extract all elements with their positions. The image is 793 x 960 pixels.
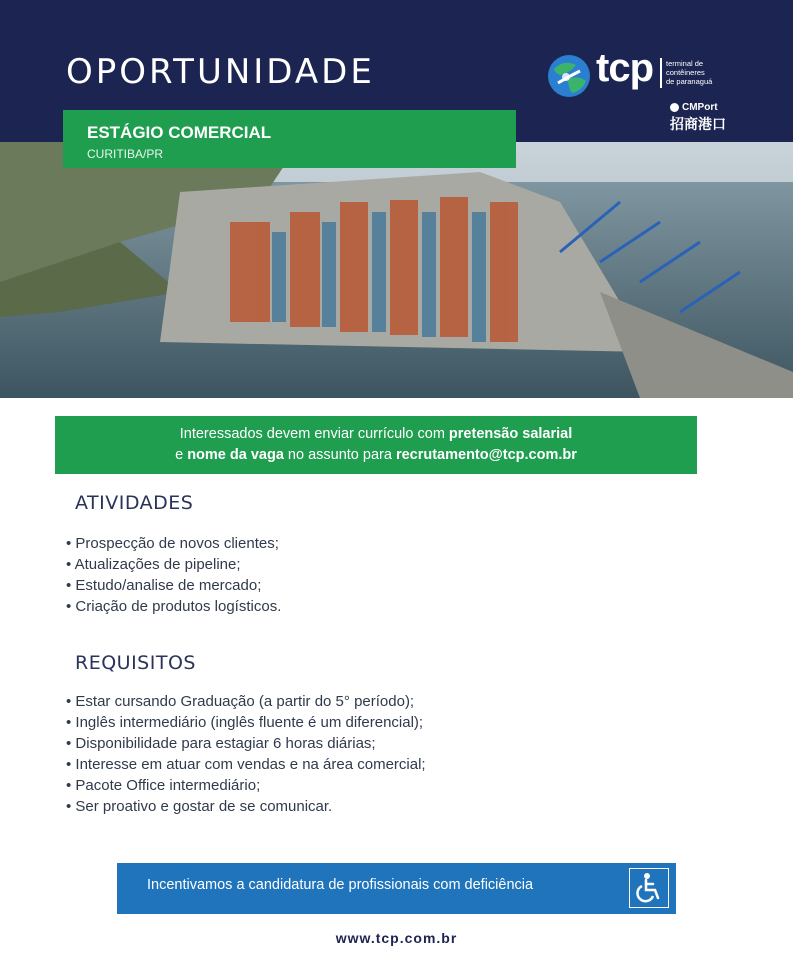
list-item: • Pacote Office intermediário;: [66, 775, 426, 796]
list-item: • Interesse em atuar com vendas e na área comercial;: [66, 754, 426, 775]
list-item: • Ser proativo e gostar de se comunicar.: [66, 796, 426, 817]
logo-subtitle-line: terminal de: [666, 59, 704, 68]
logo-subtitle-line: contêineres: [666, 68, 705, 77]
cmport-mark-icon: [670, 103, 679, 112]
list-item: • Inglês intermediário (inglês fluente é um diferencial);: [66, 712, 426, 733]
list-item: • Estar cursando Graduação (a partir do 5° período);: [66, 691, 426, 712]
activities-list: [66, 533, 281, 617]
list-item: • Criação de produtos logísticos.: [66, 596, 281, 617]
cmport-logo: [670, 102, 718, 113]
instruction-text: no assunto para: [283, 447, 396, 463]
instruction-line-1: [55, 424, 697, 445]
inclusion-text: Incentivamos a candidatura de profissionais com deficiência: [147, 877, 534, 893]
page-title: OPORTUNIDADE: [66, 52, 375, 92]
logo-separator: [660, 58, 662, 88]
requirements-list: [66, 691, 426, 817]
list-item: • Atualizações de pipeline;: [66, 554, 281, 575]
job-title-box: [63, 110, 516, 168]
logo-brand: tcp: [596, 46, 653, 90]
instruction-text: e: [175, 447, 188, 463]
instruction-text: Interessados devem enviar currículo com: [179, 426, 449, 442]
list-item: • Estudo/analise de mercado;: [66, 575, 281, 596]
port-aerial-photo: [0, 142, 793, 398]
instruction-line-2: [55, 445, 697, 466]
job-location: CURITIBA/PR: [87, 147, 164, 161]
inclusion-banner: [117, 863, 676, 914]
cmport-chinese-name: 招商港口: [670, 117, 726, 133]
recruitment-email[interactable]: recrutamento@tcp.com.br: [395, 447, 577, 463]
cmport-name: CMPort: [682, 102, 718, 113]
instruction-highlight: pretensão salarial: [448, 426, 573, 442]
logo-subtitle-line: de paranaguá: [666, 77, 713, 86]
requirements-heading: REQUISITOS: [75, 652, 196, 674]
wheelchair-icon-graphic: [630, 869, 667, 906]
activities-heading: ATIVIDADES: [75, 492, 194, 514]
tcp-logo: [546, 46, 776, 140]
application-instructions: [55, 416, 697, 474]
globe-logo-icon: [546, 53, 592, 99]
website-link[interactable]: www.tcp.com.br: [335, 930, 458, 946]
job-title: ESTÁGIO COMERCIAL: [87, 123, 272, 142]
logo-subtitle: [666, 59, 712, 86]
instruction-highlight: nome da vaga: [187, 447, 284, 463]
list-item: • Disponibilidade para estagiar 6 horas diárias;: [66, 733, 426, 754]
wheelchair-icon: [629, 868, 669, 908]
list-item: • Prospecção de novos clientes;: [66, 533, 281, 554]
